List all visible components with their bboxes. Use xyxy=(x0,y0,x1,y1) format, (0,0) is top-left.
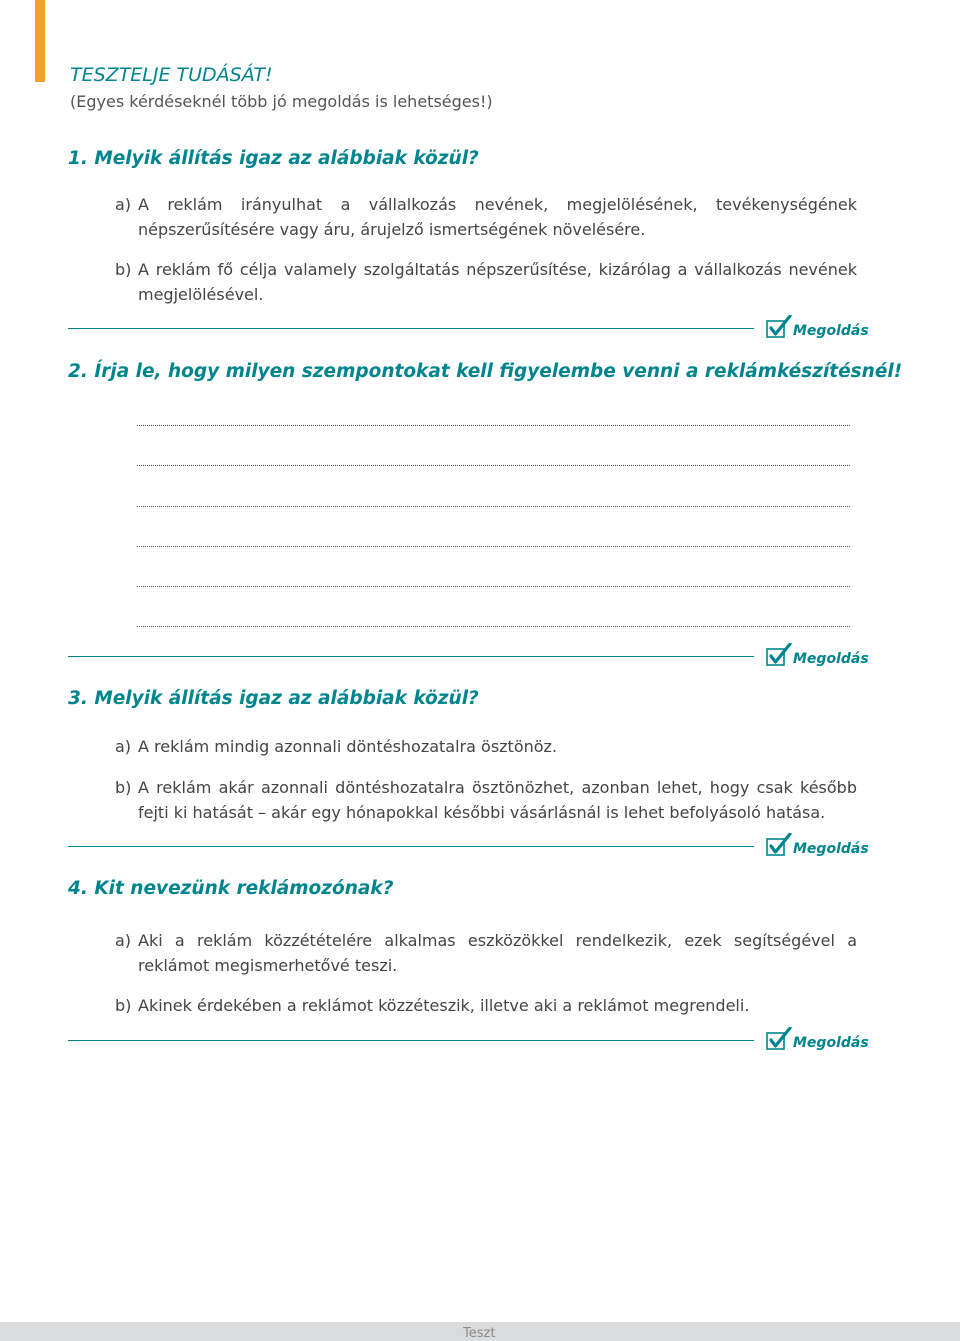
option-text: A reklám mindig azonnali döntéshozatalra ösztönöz. xyxy=(138,737,558,756)
checkmark-icon xyxy=(766,1027,792,1051)
answer-line[interactable] xyxy=(137,465,850,466)
question-3-option-a[interactable] xyxy=(115,734,857,759)
question-1-title: 1. Melyik állítás igaz az alábbiak közül? xyxy=(68,148,479,169)
divider xyxy=(68,328,754,329)
answer-line[interactable] xyxy=(137,425,850,426)
checkmark-icon xyxy=(766,315,792,339)
question-4-title: 4. Kit nevezünk reklámozónak? xyxy=(68,878,394,899)
accent-bar xyxy=(35,0,45,82)
solution-label: Megoldás xyxy=(793,841,869,857)
divider xyxy=(68,846,754,847)
option-marker: b) xyxy=(115,996,132,1015)
footer-bar xyxy=(0,1322,960,1341)
answer-line[interactable] xyxy=(137,586,850,587)
checkmark-icon xyxy=(766,643,792,667)
divider xyxy=(68,656,754,657)
footer-label: Teszt xyxy=(463,1326,496,1341)
option-marker: a) xyxy=(115,195,132,214)
option-marker: a) xyxy=(115,737,132,756)
option-text: A reklám fő célja valamely szolgáltatás népszerűsítése, kizárólag a vállalkozás nevének megjelölésével. xyxy=(138,260,857,304)
question-4-option-b[interactable] xyxy=(115,993,857,1018)
option-marker: a) xyxy=(115,931,132,950)
option-text: Aki a reklám közzétételére alkalmas eszközökkel rendelkezik, ezek segítségével a reklámot megismerhetővé teszi. xyxy=(138,931,857,975)
option-text: A reklám irányulhat a vállalkozás nevének, megjelölésének, tevékenységének népszerűsítésére vagy áru, árujelző ismertségének növelésére. xyxy=(138,195,857,239)
question-1-option-b[interactable] xyxy=(115,257,857,307)
question-3-option-b[interactable] xyxy=(115,775,857,825)
question-3-title: 3. Melyik állítás igaz az alábbiak közül? xyxy=(68,688,479,709)
divider xyxy=(68,1040,754,1041)
solution-label: Megoldás xyxy=(793,323,869,339)
solution-button-4[interactable] xyxy=(766,1027,869,1051)
question-1-option-a[interactable] xyxy=(115,192,857,242)
page-title: TESZTELJE TUDÁSÁT! xyxy=(70,64,273,86)
solution-label: Megoldás xyxy=(793,1035,869,1051)
answer-line[interactable] xyxy=(137,626,850,627)
solution-button-2[interactable] xyxy=(766,643,869,667)
option-text: A reklám akár azonnali döntéshozatalra ösztönözhet, azonban lehet, hogy csak később fejti ki hatását – akár egy hónapokkal későbbi vásárlásnál is lehet befolyásoló hatása. xyxy=(138,778,857,822)
option-marker: b) xyxy=(115,778,132,797)
option-marker: b) xyxy=(115,260,132,279)
answer-line[interactable] xyxy=(137,546,850,547)
solution-button-1[interactable] xyxy=(766,315,869,339)
page-note: (Egyes kérdéseknél több jó megoldás is lehetséges!) xyxy=(70,92,493,111)
option-text: Akinek érdekében a reklámot közzéteszik, illetve aki a reklámot megrendeli. xyxy=(138,996,750,1015)
answer-line[interactable] xyxy=(137,506,850,507)
solution-label: Megoldás xyxy=(793,651,869,667)
checkmark-icon xyxy=(766,833,792,857)
question-4-option-a[interactable] xyxy=(115,928,857,978)
solution-button-3[interactable] xyxy=(766,833,869,857)
question-2-title: 2. Írja le, hogy milyen szempontokat kell figyelembe venni a reklámkészítésnél! xyxy=(68,361,903,382)
